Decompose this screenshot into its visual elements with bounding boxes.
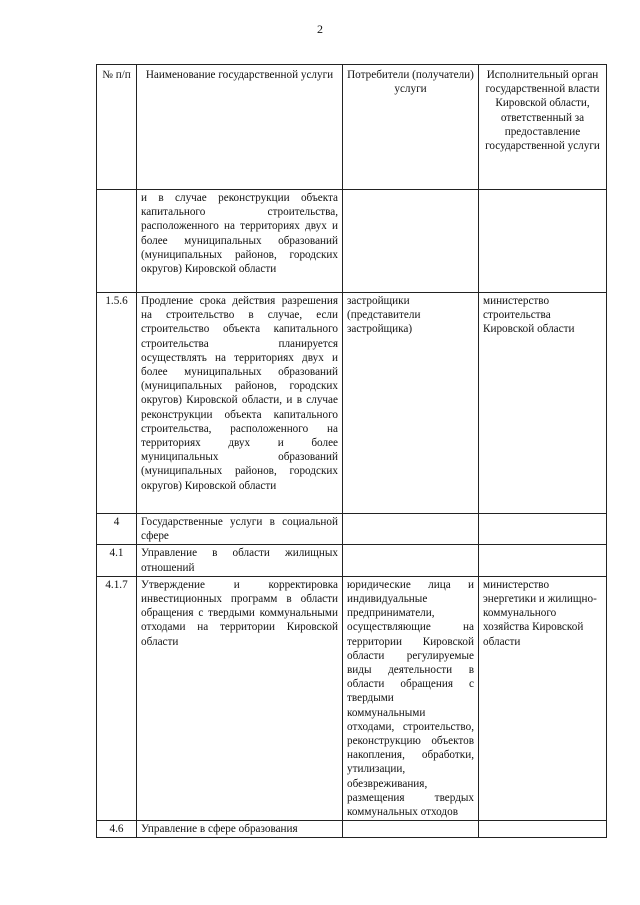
row-consumers [343, 545, 479, 576]
row-number: 4.6 [97, 821, 137, 838]
row-authority [479, 190, 607, 293]
header-number: № п/п [97, 65, 137, 190]
row-authority: министерство энергетики и жилищно-коммунального хозяйства Кировской области [479, 576, 607, 820]
row-consumers [343, 514, 479, 545]
row-service-name: Государственные услуги в социальной сфере [137, 514, 343, 545]
table-row [97, 545, 607, 576]
row-number: 4.1.7 [97, 576, 137, 820]
row-service-name: Утверждение и корректировка инвестиционных программ в области обращения с твердыми коммунальными отходами на территории Кировской области [137, 576, 343, 820]
row-number: 4.1 [97, 545, 137, 576]
row-consumers [343, 190, 479, 293]
row-authority [479, 821, 607, 838]
row-consumers: юридические лица и индивидуальные предприниматели, осуществляющие на территории Кировской области регулируемые виды деятельности в области обращения с твердыми коммунальными отходами, строительство, реконструкцию объектов накопления, обработки, утилизации, обезвреживания, размещения твердых коммунальных отходов [343, 576, 479, 820]
row-number [97, 190, 137, 293]
header-consumers: Потребители (получатели) услуги [343, 65, 479, 190]
row-service-name: Продление срока действия разрешения на строительство в случае, если строительство объекта капитального строительства планируется осуществлять на территориях двух и более муниципальных образований (муниципальных районов, городских округов) Кировской области, и в случае реконструкции объекта капитального строительства, расположенного на территориях двух и более муниципальных образований (муниципальных районов, городских округов) Кировской области [137, 293, 343, 514]
row-authority: министерство строительства Кировской области [479, 293, 607, 514]
row-authority [479, 514, 607, 545]
header-authority: Исполнительный орган государственной власти Кировской области, ответственный за предоставление государственной услуги [479, 65, 607, 190]
table-row [97, 576, 607, 820]
row-authority [479, 545, 607, 576]
table-row [97, 514, 607, 545]
row-service-name: Управление в области жилищных отношений [137, 545, 343, 576]
row-service-name: Управление в сфере образования [137, 821, 343, 838]
row-number: 1.5.6 [97, 293, 137, 514]
services-table [96, 64, 607, 838]
row-consumers: застройщики (представители застройщика) [343, 293, 479, 514]
table-row [97, 190, 607, 293]
table-header-row [97, 65, 607, 190]
table-row [97, 293, 607, 514]
table-row [97, 821, 607, 838]
row-service-name: и в случае реконструкции объекта капитального строительства, расположенного на территориях двух и более муниципальных образований (муниципальных районов, городских округов) Кировской области [137, 190, 343, 293]
row-number: 4 [97, 514, 137, 545]
page-number: 2 [317, 22, 323, 36]
header-service-name: Наименование государственной услуги [137, 65, 343, 190]
row-consumers [343, 821, 479, 838]
